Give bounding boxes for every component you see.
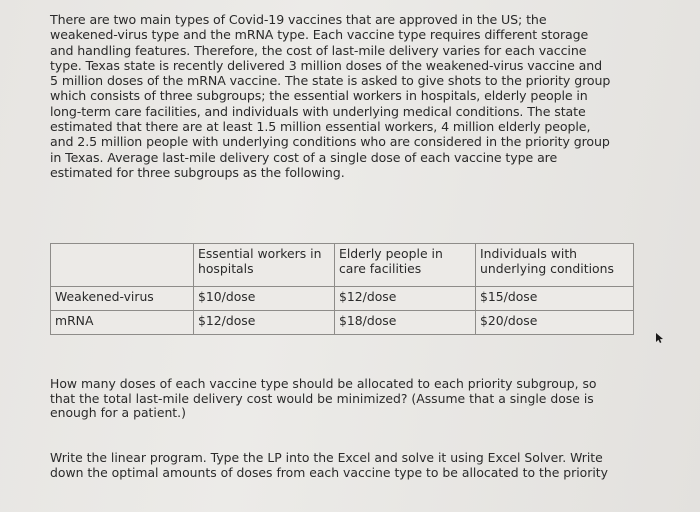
paragraph-line: in Texas. Average last-mile delivery cost of a single dose of each vaccine type are [50, 149, 558, 165]
instruction-text: Write the linear program. Type the LP into the Excel and solve it using Excel Solver. Write down the optimal amounts of doses from each vaccine type to be allocated to the priority [50, 450, 608, 480]
table-row [51, 287, 634, 311]
paragraph-line: weakened-virus type and the mRNA type. Each vaccine type requires different storage [50, 27, 589, 43]
question-text: How many doses of each vaccine type should be allocated to each priority subgroup, so that the total last-mile delivery cost would be minimized? (Assume that a single dose is enough for a patient.) [50, 376, 597, 421]
table-cell: $10/dose [194, 287, 335, 311]
header-elderly-people: Elderly people in care facilities [335, 244, 476, 287]
table-cell: $20/dose [476, 311, 634, 335]
paragraph-line: long-term care facilities, and individuals with underlying medical conditions. The state [50, 103, 586, 119]
table-row [51, 311, 634, 335]
paragraph-line: estimated that there are at least 1.5 million essential workers, 4 million elderly people, [50, 119, 591, 135]
table-header-row [51, 244, 634, 287]
header-underlying-conditions: Individuals with underlying conditions [476, 244, 634, 287]
row-label: Weakened-virus [51, 287, 194, 311]
mouse-pointer-icon [656, 333, 664, 343]
header-essential-workers: Essential workers in hospitals [194, 244, 335, 287]
table-corner-cell [51, 244, 194, 287]
paragraph-line: estimated for three subgroups as the following. [50, 164, 345, 180]
delivery-cost-table [50, 243, 634, 335]
table-cell: $15/dose [476, 287, 634, 311]
table-cell: $12/dose [335, 287, 476, 311]
table-cell: $12/dose [194, 311, 335, 335]
table-cell: $18/dose [335, 311, 476, 335]
paragraph-line: and 2.5 million people with underlying conditions who are considered in the priority group [50, 134, 610, 150]
paragraph-line: 5 million doses of the mRNA vaccine. The state is asked to give shots to the priority group [50, 73, 611, 89]
paragraph-line: There are two main types of Covid-19 vaccines that are approved in the US; the [50, 12, 547, 27]
paragraph-line: type. Texas state is recently delivered 3 million doses of the weakened-virus vaccine and [50, 57, 603, 73]
row-label: mRNA [51, 311, 194, 335]
paragraph-line: which consists of three subgroups; the essential workers in hospitals, elderly people in [50, 88, 588, 104]
problem-paragraph [50, 12, 625, 180]
paragraph-line: and handling features. Therefore, the cost of last-mile delivery varies for each vaccine [50, 42, 587, 58]
